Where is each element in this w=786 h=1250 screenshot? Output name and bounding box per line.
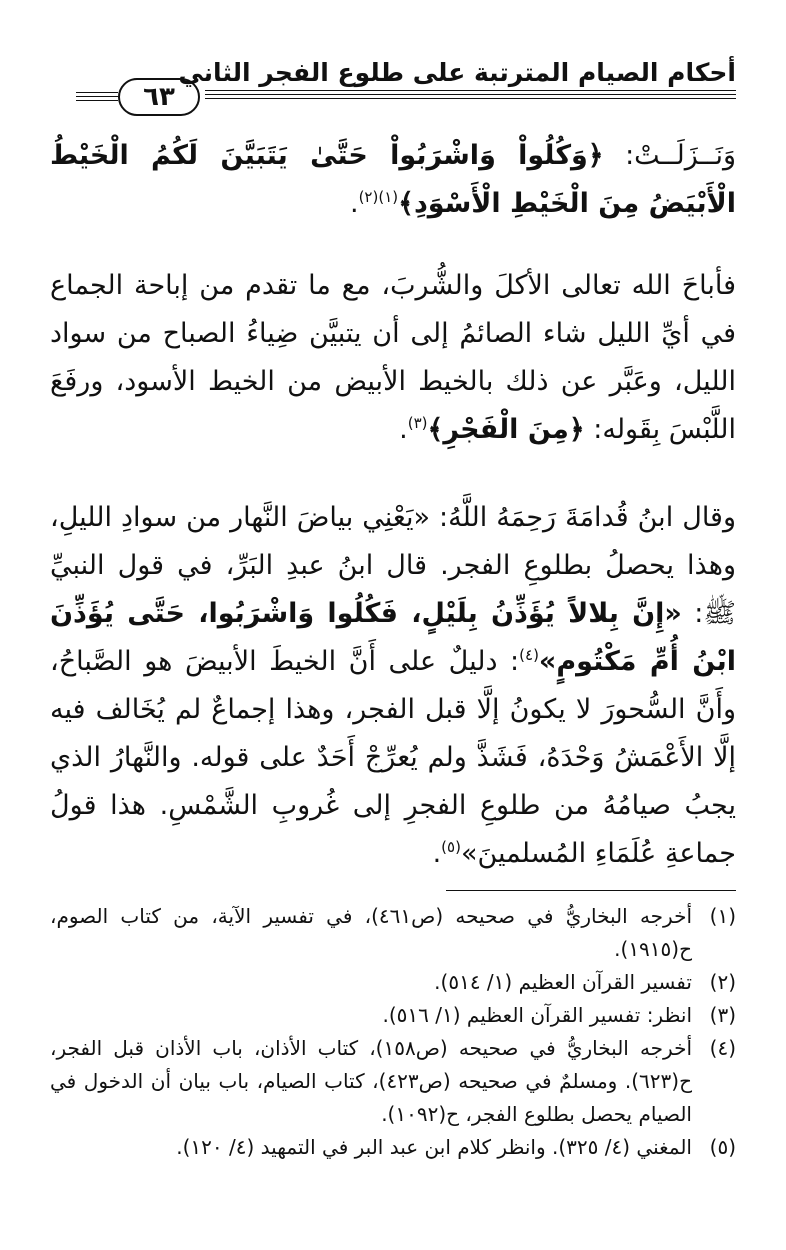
footnote-text: أخرجه البخاريُّ في صحيحه (ص٤٦١)، في تفسير الآية، من كتاب الصوم، ح(١٩١٥). [50,904,693,961]
header-rule-lines [205,90,736,102]
footnote-number: (٣) [709,1003,736,1027]
quran-verse: ﴿مِنَ الْفَجْرِ﴾ [427,414,585,445]
footnote-ref-2[interactable]: (٢) [358,188,379,206]
footnote-text: أخرجه البخاريُّ في صحيحه (ص١٥٨)، كتاب الأذان، باب الأذان قبل الفجر، ح(٦٢٣). ومسلمٌ في صحيحه (ص٤٢٣)، كتاب الصيام، باب بيان أن الدخول في الصيام يحصل بطلوع الفجر، ح(١٠٩٢). [50,1036,692,1126]
footnote-number: (٤) [709,1036,736,1060]
footnote-separator [446,890,736,891]
footnote-number: (٥) [709,1135,736,1159]
paragraph-ibn-qudamah: وقال ابنُ قُدامَةَ رَحِمَهُ اللَّهُ: «يَعْنِي بياضَ النَّهار من سوادِ الليلِ، وهذا يحصلُ بطلوعِ الفجر. قال ابنُ عبدِ البَرِّ، في قول النبيِّ ﷺ: «إِنَّ بِلالاً يُؤَذِّنُ بِلَيْلٍ، فَكُلُوا وَاشْرَبُوا، حَتَّى يُؤَذِّنَ ابْنُ أُمِّ مَكْتُومٍ»$^{(٤)}$: دليلٌ على أَنَّ الخيطَ الأبيضَ هو الصَّباحُ، وأَنَّ السُّحورَ لا يكونُ إلَّا قبل الفجر، وهذا إجماعٌ لم يُخَالف فيه إلَّا الأَعْمَشُ وَحْدَهُ، فَشَذَّ ولم يُعرِّجْ أَحَدٌ على قوله. والنَّهارُ الذي يجبُ صيامُهُ من طلوعِ الفجرِ إلى غُروبِ الشَّمْسِ. هذا قولُ جماعةِ عُلَمَاءِ المُسلمينَ»$^{(٥)}$. [50,502,736,869]
header-left-rule-lines [76,92,118,102]
paragraph-text: فأباحَ الله تعالى الأكلَ والشُّربَ، مع ما تقدم من إباحة الجماع في أيِّ الليل شاء الصائمُ إلى أن يتبيَّن ضِياءُ الصباح من سواد الليل، وعَبَّر عن ذلك بالخيط الأبيض من الخيط الأسود، ورفَعَ اللَّبْسَ بِقَوله: [50,270,736,445]
hadith-text: «إِنَّ بِلالاً يُؤَذِّنُ بِلَيْلٍ، فَكُلُوا وَاشْرَبُوا، حَتَّى يُؤَذِّنَ ابْنُ أُمِّ مَكْتُومٍ» [50,598,736,677]
page-number-badge: ٦٣ [118,78,200,116]
footnote-text: تفسير القرآن العظيم (١/ ٥١٤). [434,970,692,994]
footnote-item [50,1131,736,1164]
paragraph-permission: فأباحَ الله تعالى الأكلَ والشُّربَ، مع ما تقدم من إباحة الجماع في أيِّ الليل شاء الصائمُ إلى أن يتبيَّن ضِياءُ الصباح من سواد الليل، وعَبَّر عن ذلك بالخيط الأبيض من الخيط الأسود، ورفَعَ اللَّبْسَ بِقَوله: ﴿مِنَ الْفَجْرِ﴾$^{(٣)}$. [50,270,736,445]
footnote-item [50,999,736,1032]
footnote-text: المغني (٤/ ٣٢٥). وانظر كلام ابن عبد البر في التمهيد (٤/ ١٢٠). [176,1135,692,1159]
footnote-item [50,1032,736,1131]
footnotes-section [50,900,736,1164]
paragraph-verse-revelation: وَنَــزَلَــتْ: ﴿وَكُلُواْ وَاشْرَبُواْ حَتَّىٰ يَتَبَيَّنَ لَكُمُ الْخَيْطُ الْأَبْيَضُ مِنَ الْخَيْطِ الْأَسْوَدِ﴾$^{(١)(٢)}$. [50,140,736,219]
paragraph-text: وقال ابنُ قُدامَةَ رَحِمَهُ اللَّهُ: «يَعْنِي بياضَ النَّهار من سوادِ الليلِ، وهذا يحصلُ بطلوعِ الفجر. قال ابنُ عبدِ البَرِّ، في قول النبيِّ ﷺ: [50,502,736,629]
footnote-ref-1[interactable]: (١) [378,188,399,206]
paragraph-intro: وَنَــزَلَــتْ: [603,140,736,171]
quran-verse: ﴿وَكُلُواْ وَاشْرَبُواْ حَتَّىٰ يَتَبَيَّنَ لَكُمُ الْخَيْطُ الْأَبْيَضُ مِنَ الْخَيْطِ الْأَسْوَدِ﴾ [50,140,736,219]
footnote-ref-4[interactable]: (٤) [519,646,539,664]
footnote-ref-3[interactable]: (٣) [407,414,428,432]
running-header-title: أحكام الصيام المترتبة على طلوع الفجر الثاني [178,58,736,87]
footnote-number: (٢) [709,970,736,994]
footnote-ref-5[interactable]: (٥) [441,838,461,856]
footnote-item [50,900,736,966]
footnote-text: انظر: تفسير القرآن العظيم (١/ ٥١٦). [382,1003,692,1027]
paragraph-text-continued: : دليلٌ على أَنَّ الخيطَ الأبيضَ هو الصَّباحُ، وأَنَّ السُّحورَ لا يكونُ إلَّا قبل الفجر، وهذا إجماعٌ لم يُخَالف فيه إلَّا الأَعْمَشُ وَحْدَهُ، فَشَذَّ ولم يُعرِّجْ أَحَدٌ على قوله. والنَّهارُ الذي يجبُ صيامُهُ من طلوعِ الفجرِ إلى غُروبِ الشَّمْسِ. هذا قولُ جماعةِ عُلَمَاءِ المُسلمينَ» [50,646,736,869]
footnote-item [50,966,736,999]
footnote-number: (١) [709,904,736,928]
